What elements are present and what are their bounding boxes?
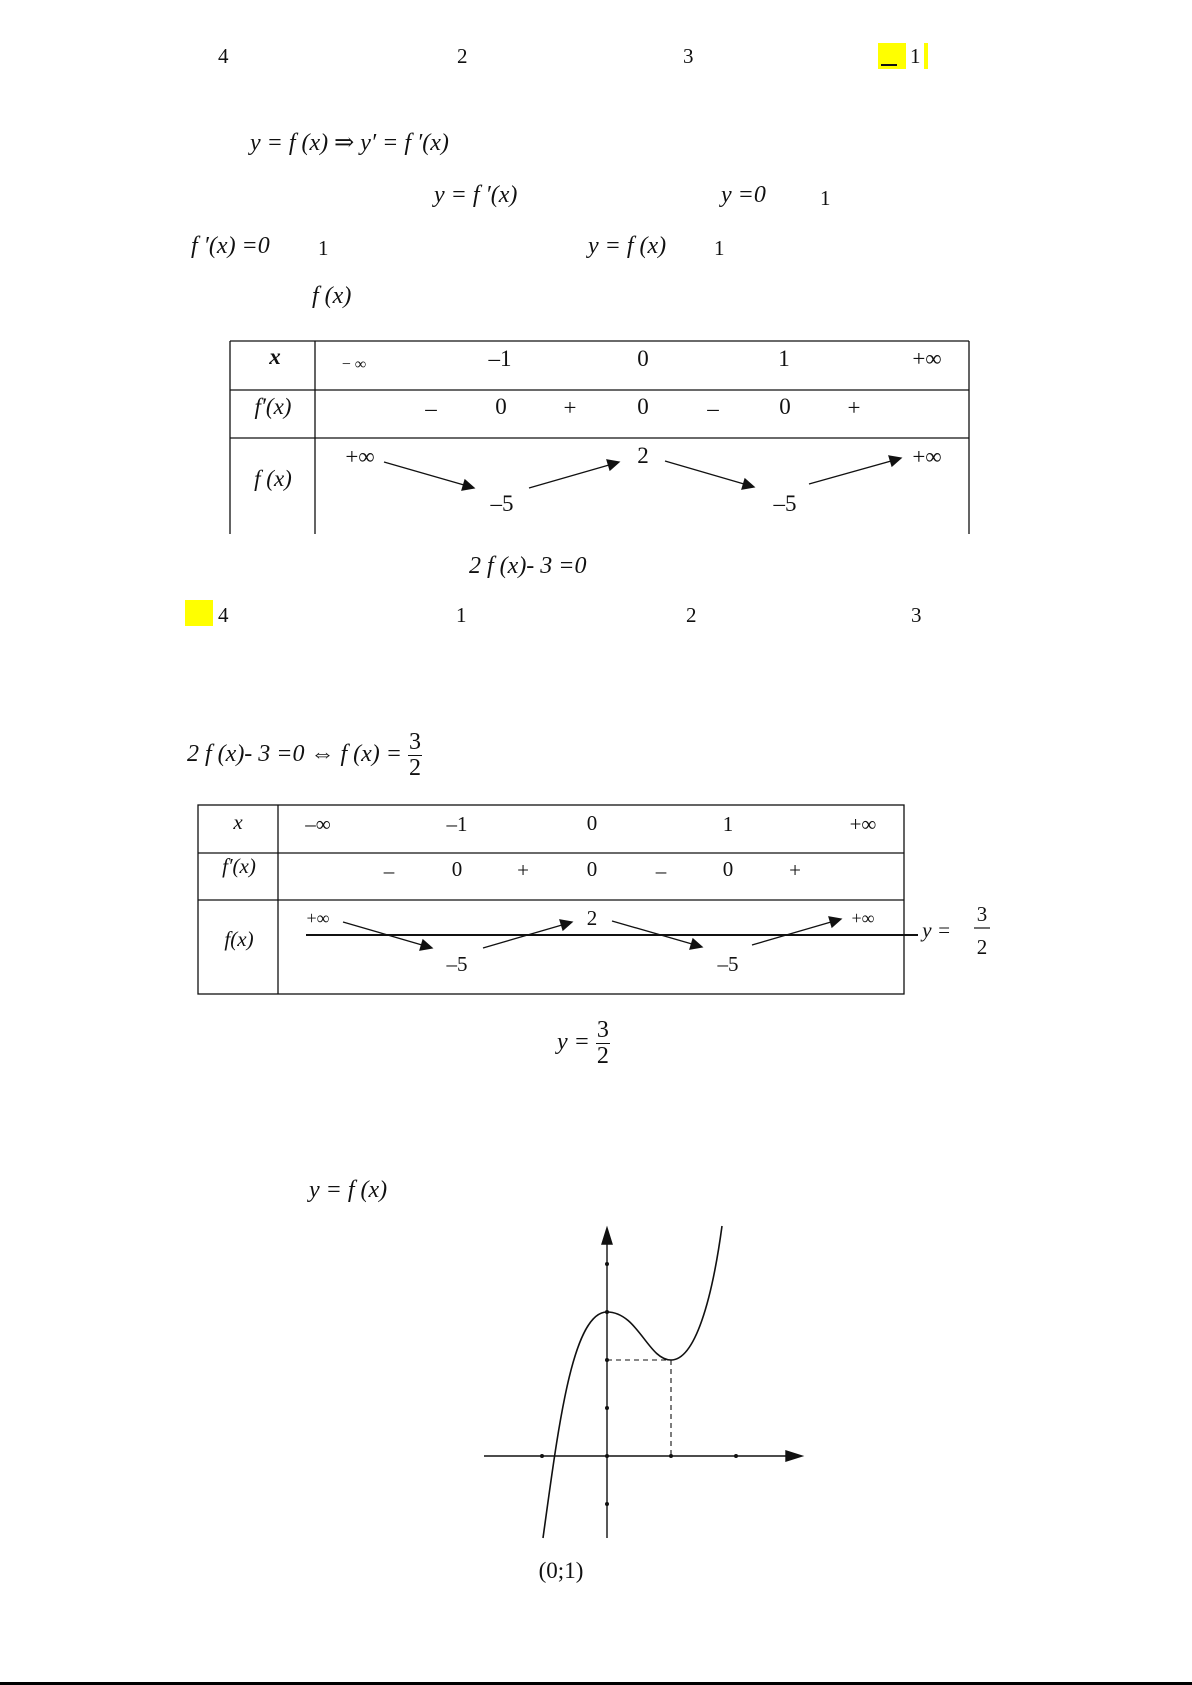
t1-sign-5: – <box>707 396 719 421</box>
t1-sign-6: 0 <box>779 394 791 419</box>
t1-sign-4: 0 <box>637 394 649 419</box>
t2-f-pos-inf-right: +∞ <box>851 908 875 928</box>
t1-label-fprime: f′(x) <box>254 394 292 419</box>
t2-sign-1: – <box>383 859 395 883</box>
t2-label-fprime: f′(x) <box>222 854 256 878</box>
q1-sol-line3-count: 1 <box>318 236 329 260</box>
t2-sign-2: 0 <box>451 857 463 881</box>
q2-sol-frac-num: 3 <box>409 729 421 755</box>
t2-x-1: 1 <box>722 812 734 836</box>
q1-sol-line2-count: 1 <box>820 186 831 210</box>
t1-x-1: 1 <box>778 346 790 371</box>
t2-x-0: 0 <box>586 811 598 835</box>
t2-label-f: f(x) <box>224 927 254 951</box>
q2-option-c: 2 <box>686 603 697 627</box>
y-axis-arrow <box>602 1228 612 1244</box>
t1-f-max: 2 <box>637 443 649 468</box>
t2-f-pos-inf-left: +∞ <box>306 908 330 928</box>
q2-option-d: 3 <box>911 603 922 627</box>
t1-label-f: f (x) <box>254 466 292 491</box>
t1-label-x: x <box>269 344 281 369</box>
t2-line-den: 2 <box>976 935 988 959</box>
q2-conclusion-y: y = <box>557 1029 590 1056</box>
t1-sign-1: – <box>425 396 437 421</box>
t2-x-pos-inf: +∞ <box>849 812 877 836</box>
q1-sol-line1: y = f (x) ⇒ y′ = f ′(x) <box>250 130 449 156</box>
q3-point-label: (0;1) <box>538 1558 584 1583</box>
t1-f-min-1: –5 <box>490 491 514 516</box>
t1-sign-7: + <box>847 395 861 420</box>
q1-sol-line2-deriv: y = f ′(x) <box>434 182 518 208</box>
q2-conclusion-num: 3 <box>596 1017 609 1043</box>
t1-sign-2: 0 <box>495 394 507 419</box>
t2-line-num: 3 <box>976 902 988 926</box>
t1-x-minus1: –1 <box>488 346 512 371</box>
q2-equation: 2 f (x)- 3 =0 <box>469 553 587 579</box>
t2-x-minus1: –1 <box>446 812 468 836</box>
function-curve <box>543 1226 722 1538</box>
min-point-guides <box>607 1360 671 1456</box>
t2-sign-7: + <box>789 858 801 882</box>
q2-sol-equiv-text: 2 f (x)- 3 =0 ⇔ f (x) = <box>187 741 402 768</box>
t1-sign-3: + <box>563 395 577 420</box>
q1-sol-line3-count2: 1 <box>714 236 725 260</box>
q1-option-c: 3 <box>683 44 694 68</box>
t2-sign-6: 0 <box>722 857 734 881</box>
t2-sign-4: 0 <box>586 857 598 881</box>
t1-f-pos-inf-right: +∞ <box>912 444 942 469</box>
t1-x-0: 0 <box>637 346 649 371</box>
q1-sol-line4: f (x) <box>312 283 352 309</box>
q2-option-a: 4 <box>218 603 229 627</box>
q2-conclusion-den: 2 <box>596 1043 609 1070</box>
q3-function: y = f (x) <box>309 1177 388 1203</box>
t1-f-min-2: –5 <box>773 491 797 516</box>
t1-x-neg-inf: − ∞ <box>341 356 367 373</box>
t2-f-max: 2 <box>586 906 598 930</box>
q1-sol-line3-eq: f ′(x) =0 <box>191 233 270 259</box>
t2-sign-3: + <box>517 858 529 882</box>
t2-sign-5: – <box>655 859 667 883</box>
q1-option-a: 4 <box>218 44 229 68</box>
t1-x-pos-inf: +∞ <box>912 346 942 371</box>
q1-option-b: 2 <box>457 44 468 68</box>
t2-f-min-1: –5 <box>446 952 468 976</box>
q1-sol-line2-axis: y =0 <box>721 182 766 208</box>
q1-sol-line3-func: y = f (x) <box>588 233 667 259</box>
t2-x-neg-inf: –∞ <box>305 812 331 836</box>
t1-f-pos-inf-left: +∞ <box>345 444 375 469</box>
x-axis-arrow <box>786 1451 802 1461</box>
t2-f-min-2: –5 <box>717 952 739 976</box>
t2-label-x: x <box>233 810 243 834</box>
q2-option-b: 1 <box>456 603 467 627</box>
t2-line-label: y = <box>922 918 951 942</box>
q2-sol-frac-den: 2 <box>409 755 421 782</box>
q1-option-d: 1 <box>910 44 921 68</box>
